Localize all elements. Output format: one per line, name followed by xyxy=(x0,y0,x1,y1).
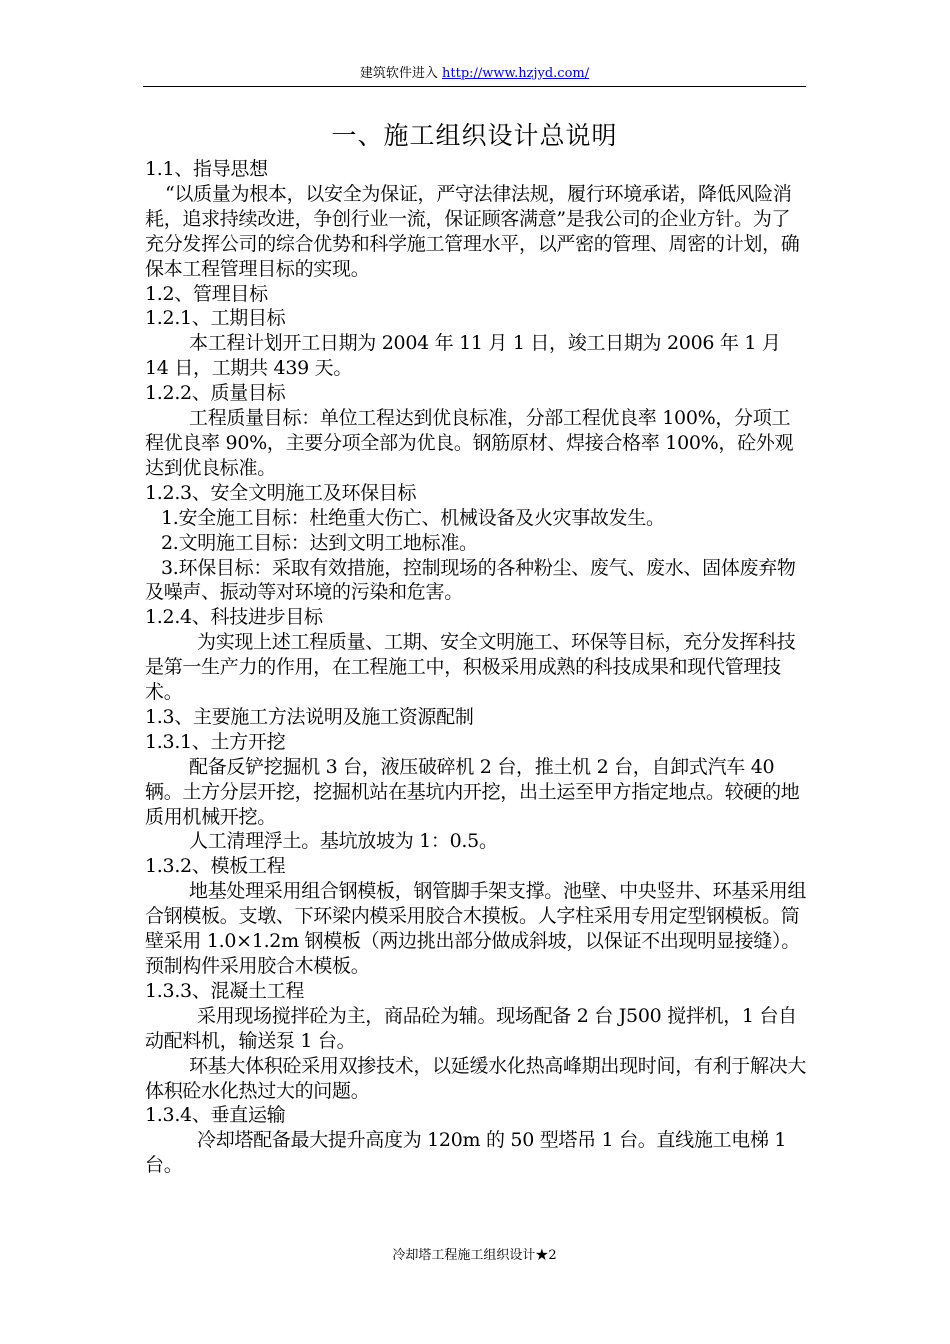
heading-1-3-4: 1.3.4、垂直运输 xyxy=(145,1104,286,1127)
heading-1-3: 1.3、主要施工方法说明及施工资源配制 xyxy=(145,705,474,728)
list-item-environment: 3.环保目标：采取有效措施，控制现场的各种粉尘、废气、废水、固体废弃物及噪声、振动等对环境的污染和危害。 xyxy=(145,556,796,604)
paragraph-policy: “以质量为根本，以安全为保证，严守法律法规，履行环境承诺，降低风险消耗，追求持续改进，争创行业一流，保证顾客满意”是我公司的企业方针。为了充分发挥公司的综合优势和科学施工管理水平，以严密的管理、周密的计划，确保本工程管理目标的实现。 xyxy=(145,182,800,280)
heading-1-3-3: 1.3.3、混凝土工程 xyxy=(145,979,305,1002)
paragraph-technology: 为实现上述工程质量、工期、安全文明施工、环保等目标，充分发挥科技是第一生产力的作用，在工程施工中，积极采用成熟的科技成果和现代管理技术。 xyxy=(145,631,796,704)
paragraph-vertical-transport: 冷却塔配备最大提升高度为 120m 的 50 型塔吊 1 台。直线施工电梯 1 台。 xyxy=(145,1129,787,1177)
heading-1-2: 1.2、管理目标 xyxy=(145,282,268,305)
paragraph-schedule: 本工程计划开工日期为 2004 年 11 月 1 日，竣工日期为 2006 年 1 月 14 日，工期共 439 天。 xyxy=(145,332,781,380)
header-prefix: 建筑软件进入 xyxy=(359,66,442,81)
paragraph-mass-concrete: 环基大体积砼采用双掺技术，以延缓水化热高峰期出现时间，有利于解决大体积砼水化热过大的问题。 xyxy=(145,1054,807,1102)
list-item-civilized: 2.文明施工目标：达到文明工地标准。 xyxy=(161,531,478,554)
heading-1-2-4: 1.2.4、科技进步目标 xyxy=(145,606,323,629)
page-header xyxy=(143,64,806,84)
paragraph-formwork: 地基处理采用组合钢模板，钢管脚手架支撑。池壁、中央竖井、环基采用组合钢模板。支墩、下环梁内模采用胶合木摸板。人字柱采用专用定型钢模板。筒壁采用 1.0×1.2m 钢模板（两边挑出部分做成斜坡，以保证不出现明显接缝）。预制构件采用胶合木模板。 xyxy=(145,880,807,977)
paragraph-quality: 工程质量目标：单位工程达到优良标准，分部工程优良率 100%，分项工程优良率 90%，主要分项全部为优良。钢筋原材、焊接合格率 100%，砼外观达到优良标准。 xyxy=(145,407,794,479)
heading-1-2-3: 1.2.3、安全文明施工及环保目标 xyxy=(145,481,417,504)
heading-1-1: 1.1、指导思想 xyxy=(145,158,268,180)
heading-1-3-1: 1.3.1、土方开挖 xyxy=(145,730,286,753)
header-divider xyxy=(143,86,806,87)
heading-1-3-2: 1.3.2、模板工程 xyxy=(145,855,286,878)
heading-1-2-2: 1.2.2、质量目标 xyxy=(145,382,286,405)
document-body xyxy=(145,157,807,1178)
list-item-safety: 1.安全施工目标：杜绝重大伤亡、机械设备及火灾事故发生。 xyxy=(161,506,665,529)
page-footer: 冷却塔工程施工组织设计★2 xyxy=(392,1248,557,1263)
paragraph-excavation: 配备反铲挖掘机 3 台，液压破碎机 2 台，推土机 2 台，自卸式汽车 40 辆。土方分层开挖，挖掘机站在基坑内开挖，出土运至甲方指定地点。较硬的地质用机械开挖。 xyxy=(145,755,800,828)
heading-1-2-1: 1.2.1、工期目标 xyxy=(145,307,286,330)
header-link[interactable]: http://www.hzjyd.com/ xyxy=(442,66,590,81)
paragraph-slope: 人工清理浮土。基坑放坡为 1：0.5。 xyxy=(189,830,498,853)
page-title: 一、施工组织设计总说明 xyxy=(331,121,618,150)
paragraph-concrete: 采用现场搅拌砼为主，商品砼为辅。现场配备 2 台 J500 搅拌机，1 台自动配料机，输送泵 1 台。 xyxy=(145,1004,797,1052)
